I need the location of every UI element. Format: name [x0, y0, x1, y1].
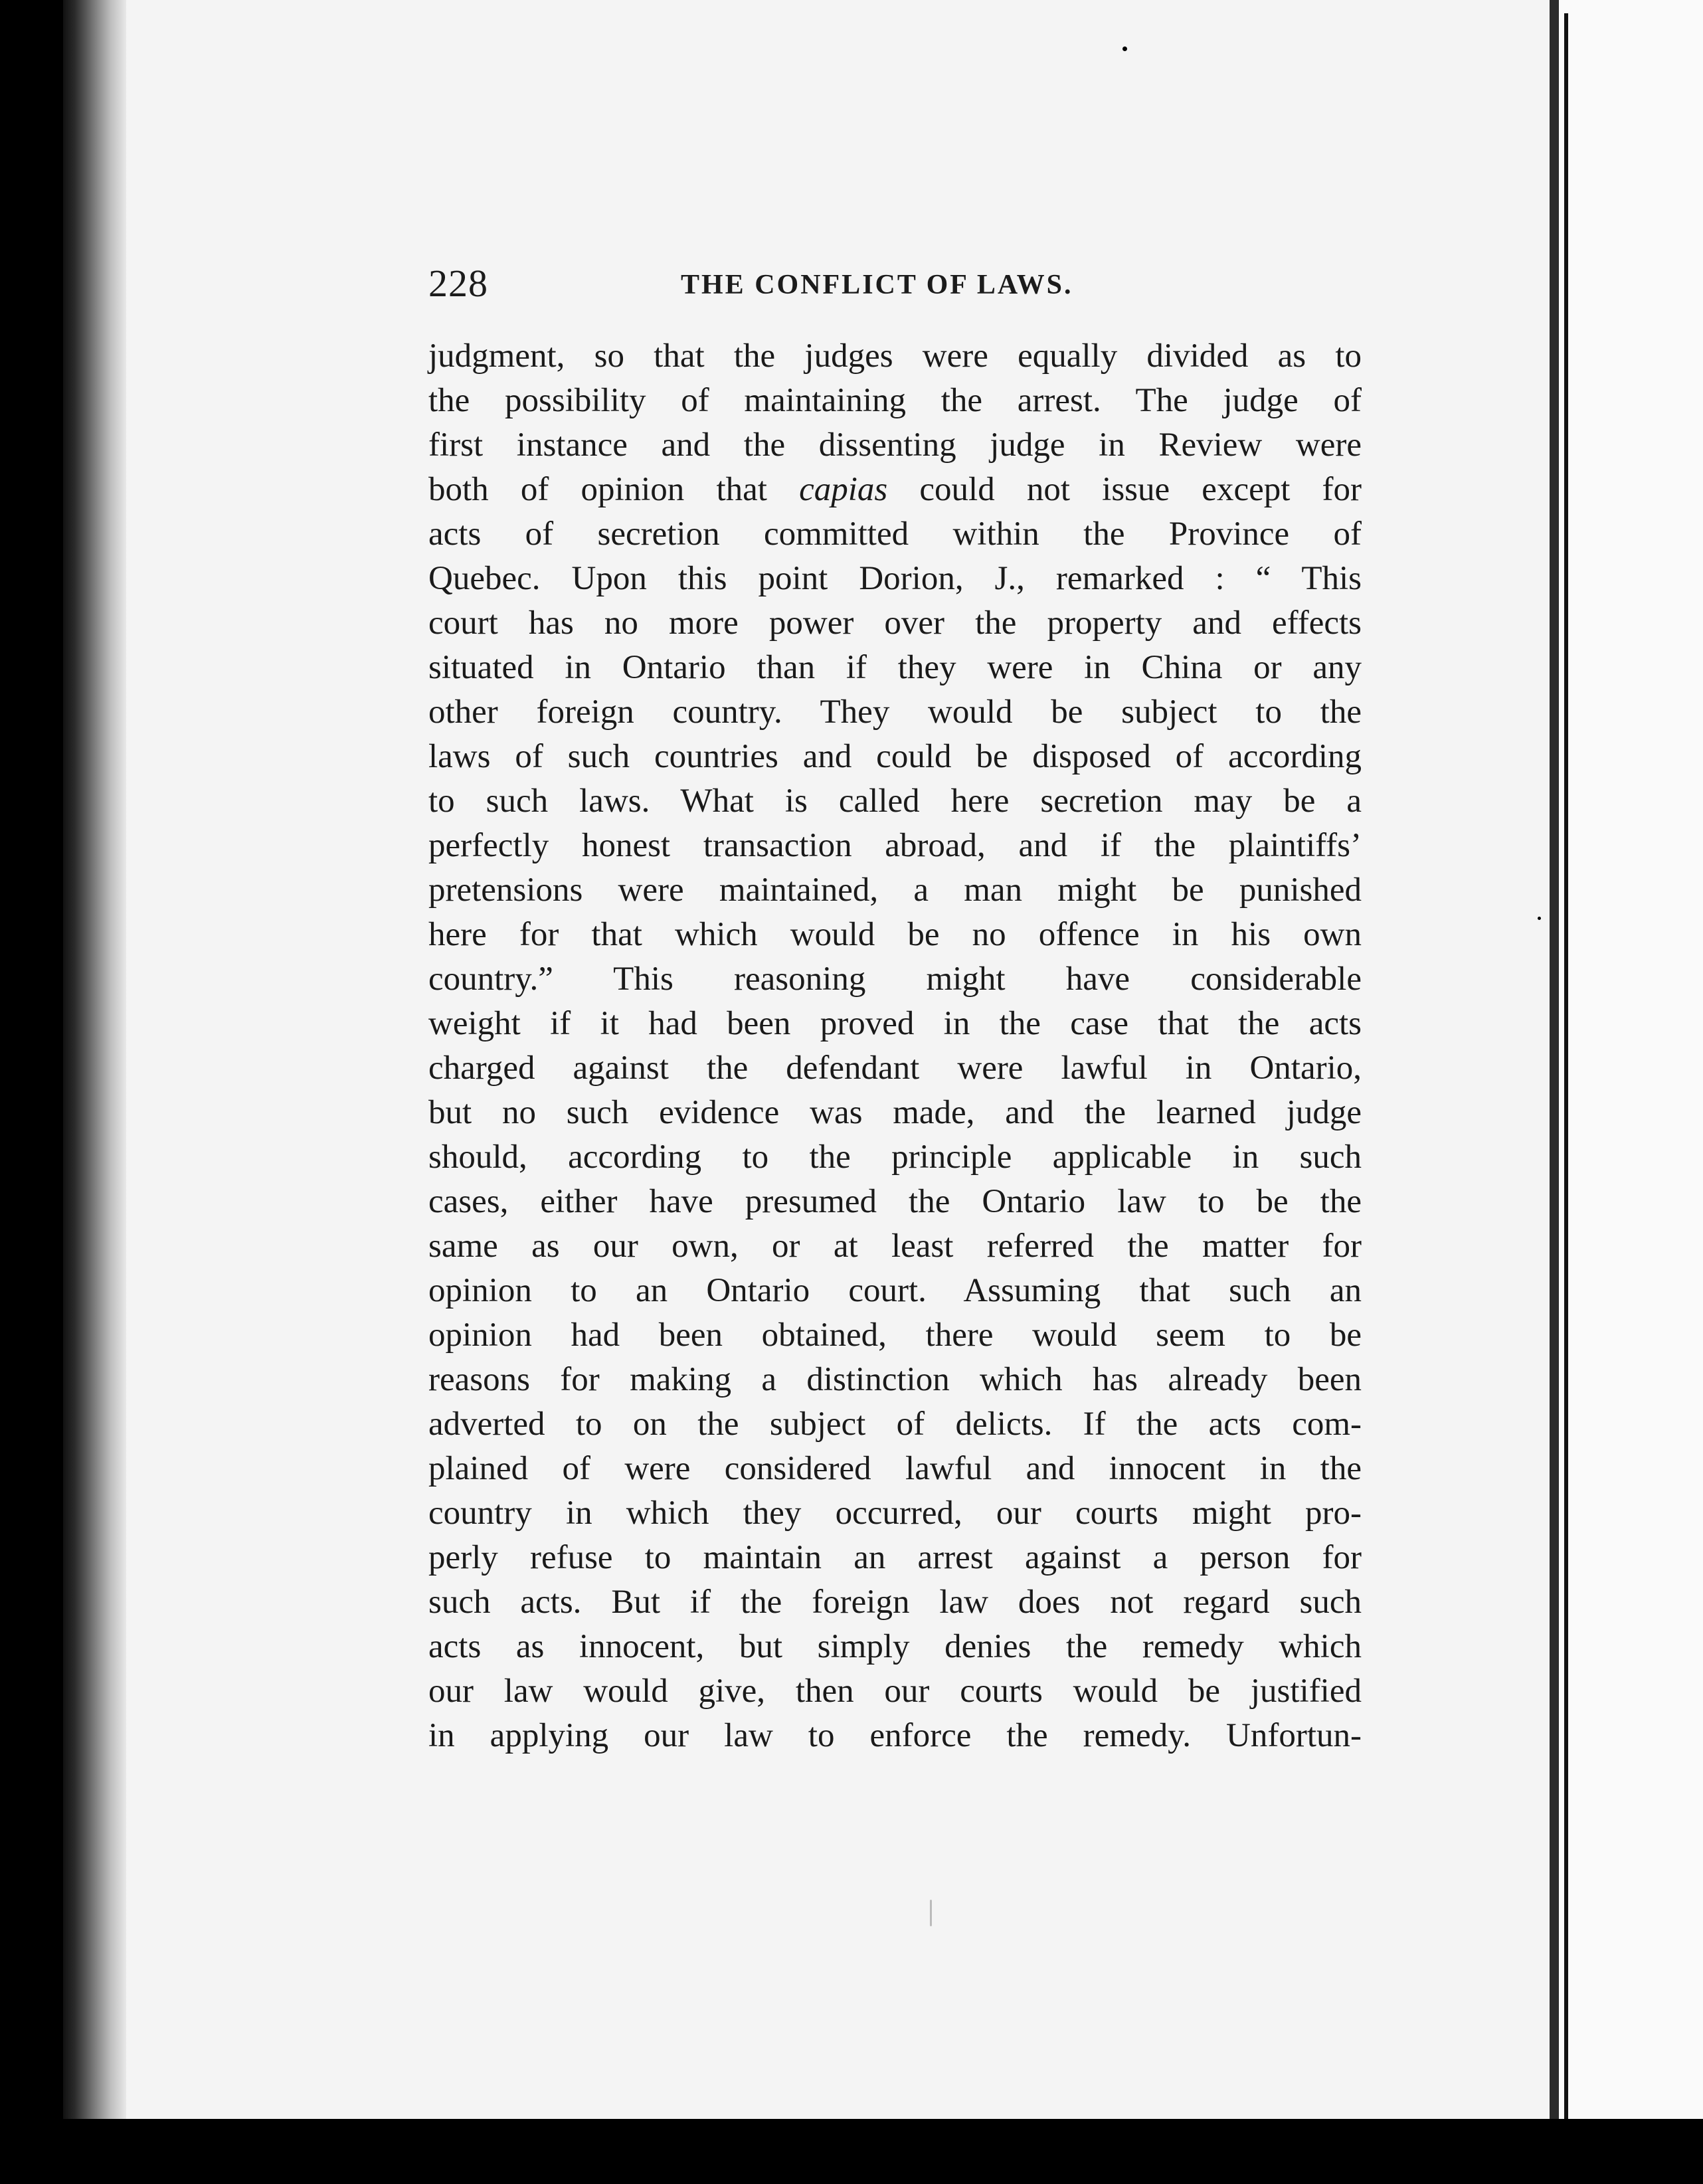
text-line: country.” This reasoning might have considerable: [428, 960, 1362, 998]
page-edge-shadow: [1550, 0, 1559, 2119]
text-line: other foreign country. They would be subject to the: [428, 693, 1362, 731]
text-line: cases, either have presumed the Ontario law to be the: [428, 1183, 1362, 1220]
text-line: perfectly honest transaction abroad, and if the plaintiffs’: [428, 827, 1362, 864]
page-number: 228: [428, 262, 488, 305]
running-title: THE CONFLICT OF LAWS.: [681, 270, 1073, 300]
text-line: but no such evidence was made, and the learned judge: [428, 1094, 1362, 1131]
text-line: to such laws. What is called here secretion may be a: [428, 782, 1362, 820]
text-line: Quebec. Upon this point Dorion, J., remarked : “ This: [428, 560, 1362, 597]
text-line: opinion to an Ontario court. Assuming that such an: [428, 1272, 1362, 1309]
dust-speck: [930, 1900, 932, 1926]
text-line: here for that which would be no offence in his own: [428, 916, 1362, 953]
text-line: our law would give, then our courts would be justified: [428, 1673, 1362, 1710]
text-line: should, according to the principle applicable in such: [428, 1138, 1362, 1176]
text-line: judgment, so that the judges were equally divided as to: [428, 337, 1362, 375]
text-line-capias: both of opinion that capias could not issue except for: [428, 471, 1362, 508]
dust-speck: [1538, 917, 1541, 920]
text-line: weight if it had been proved in the case that the acts: [428, 1005, 1362, 1042]
text-line: the possibility of maintaining the arrest. The judge of: [428, 382, 1362, 419]
text-line: opinion had been obtained, there would seem to be: [428, 1317, 1362, 1354]
page-header: [302, 261, 1378, 308]
text-line: laws of such countries and could be disposed of according: [428, 738, 1362, 775]
text-line: adverted to on the subject of delicts. If the acts com-: [428, 1406, 1362, 1443]
text-line: acts of secretion committed within the Province of: [428, 515, 1362, 553]
adjacent-page-edge: [1564, 13, 1568, 2119]
text-line: reasons for making a distinction which has already been: [428, 1361, 1362, 1398]
text-line: in applying our law to enforce the remedy. Unfortun-: [428, 1717, 1362, 1754]
text-line: pretensions were maintained, a man might be punished: [428, 871, 1362, 909]
text-line: such acts. But if the foreign law does not regard such: [428, 1584, 1362, 1621]
dust-speck: [1122, 46, 1127, 51]
text-line: same as our own, or at least referred the matter for: [428, 1228, 1362, 1265]
text-line: country in which they occurred, our courts might pro-: [428, 1495, 1362, 1532]
body-text: [428, 334, 1362, 1758]
text-line: first instance and the dissenting judge in Review were: [428, 426, 1362, 464]
italic-term: capias: [799, 471, 888, 508]
adjacent-page-margin: [1559, 0, 1703, 2119]
text-line: acts as innocent, but simply denies the remedy which: [428, 1628, 1362, 1665]
book-binding-edge: [63, 0, 126, 2119]
text-line: charged against the defendant were lawful in Ontario,: [428, 1049, 1362, 1087]
text-line: plained of were considered lawful and innocent in the: [428, 1450, 1362, 1487]
text-line: court has no more power over the property and effects: [428, 604, 1362, 642]
text-line: situated in Ontario than if they were in China or any: [428, 649, 1362, 686]
text-line: perly refuse to maintain an arrest against a person for: [428, 1539, 1362, 1576]
